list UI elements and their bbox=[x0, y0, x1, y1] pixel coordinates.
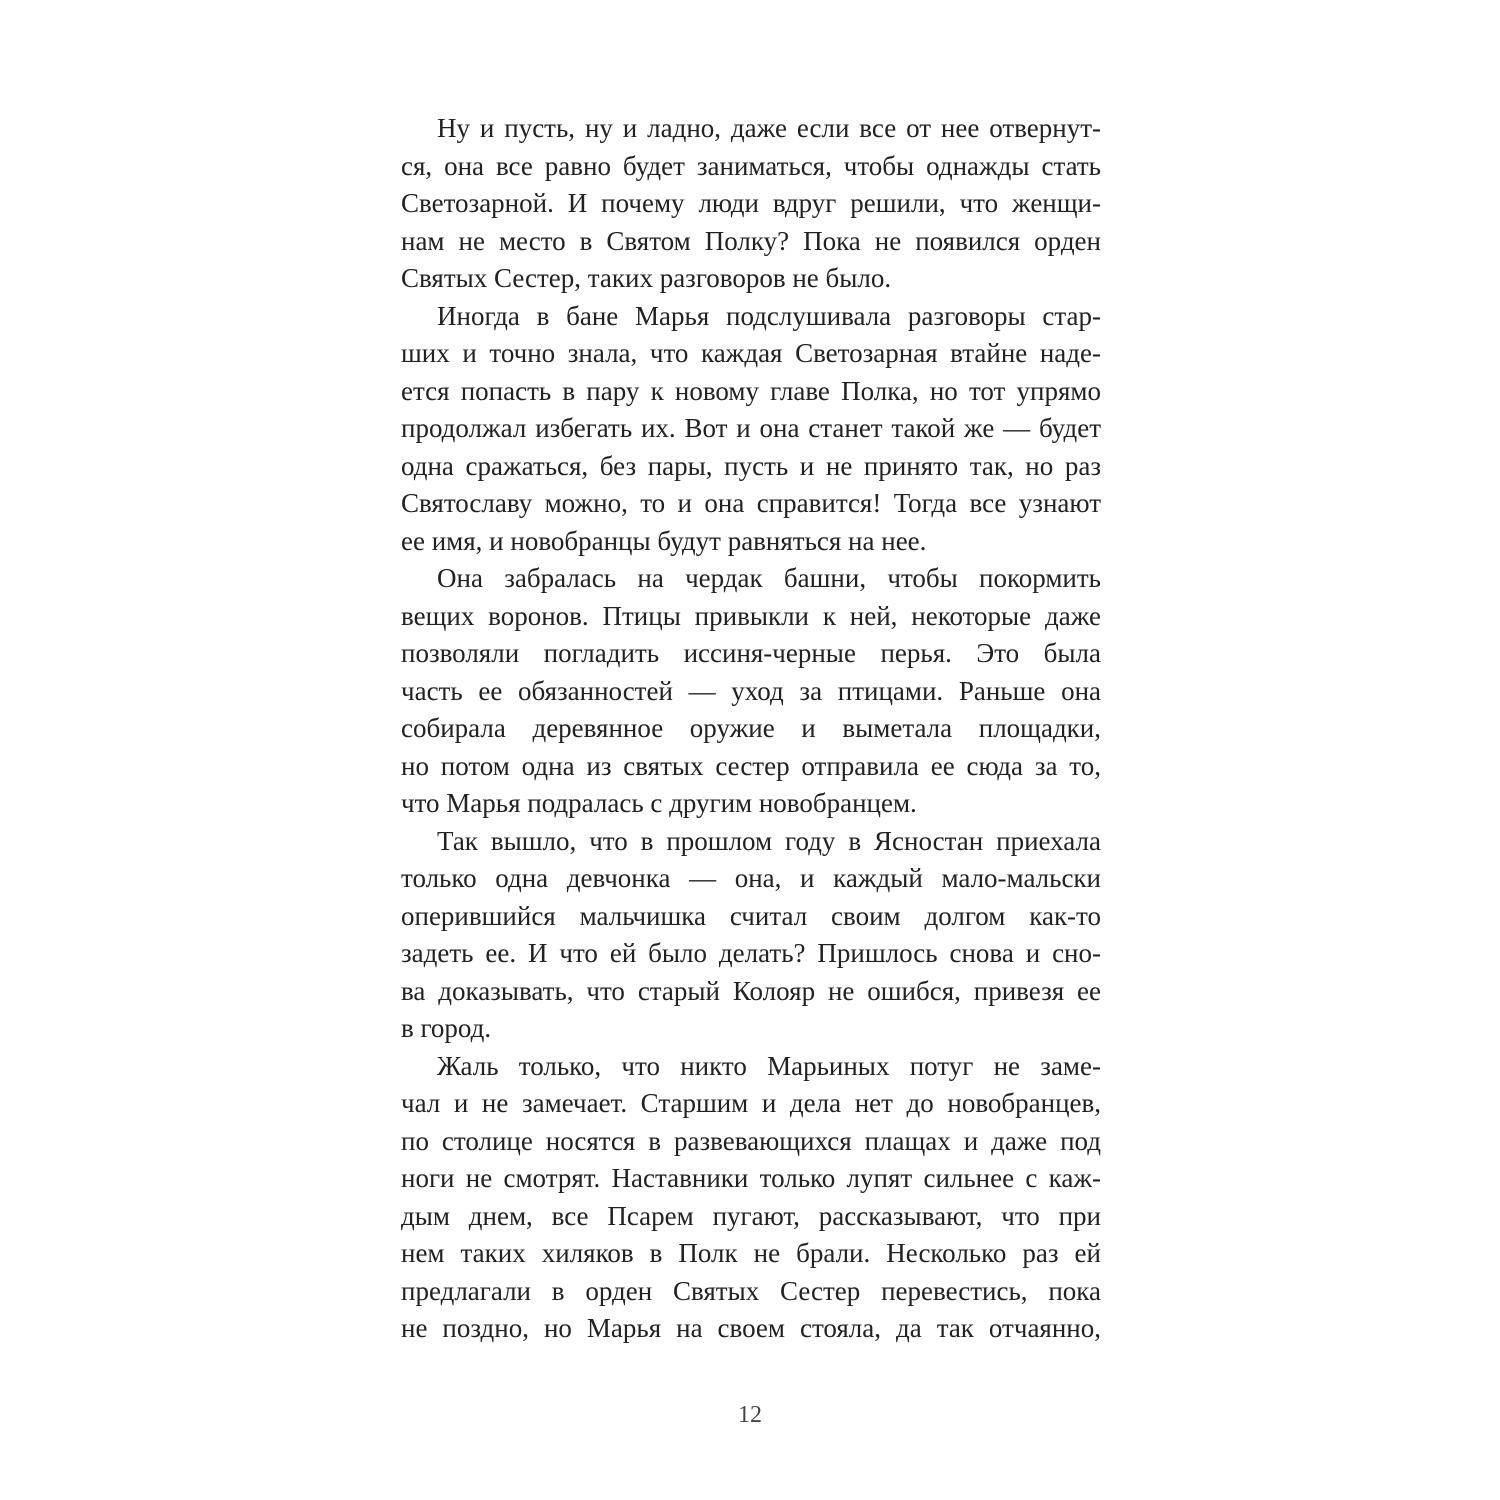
page-number: 12 bbox=[738, 1402, 762, 1428]
paragraph bbox=[401, 823, 1101, 1048]
text-line: предлагали в орден Святых Сестер перевестись, пока bbox=[401, 1275, 1101, 1306]
text-line: ших и точно знала, что каждая Светозарная втайне наде- bbox=[401, 338, 1101, 368]
text-line: чал и не замечает. Старшим и дела нет до новобранцев, bbox=[401, 1088, 1101, 1118]
paragraph bbox=[401, 1048, 1101, 1348]
text-line: оперившийся мальчишка считал своим долгом как-то bbox=[401, 900, 1101, 931]
text-line: Жаль только, что никто Марьиных потуг не заме- bbox=[437, 1050, 1101, 1081]
paragraph bbox=[401, 110, 1101, 298]
text-line: ется попасть в пару к новому главе Полка, но тот упрямо bbox=[401, 375, 1101, 406]
text-line: ноги не смотрят. Наставники только лупят сильнее с каж- bbox=[401, 1163, 1101, 1193]
text-line: Ну и пусть, ну и ладно, даже если все от нее отвернут- bbox=[437, 113, 1101, 143]
text-line: ся, она все равно будет заниматься, чтобы однажды стать bbox=[401, 150, 1101, 181]
text-line: продолжал избегать их. Вот и она станет такой же — будет bbox=[401, 413, 1101, 443]
text-line: Светозарной. И почему люди вдруг решили, что женщи- bbox=[401, 188, 1101, 218]
text-line: позволяли погладить иссиня-черные перья. Это была bbox=[401, 638, 1101, 668]
text-line: задеть ее. И что ей было делать? Пришлось снова и сно- bbox=[401, 938, 1101, 968]
text-line: Так вышло, что в прошлом году в Ясностан приехала bbox=[437, 825, 1101, 856]
paragraph bbox=[401, 560, 1101, 823]
text-line: собирала деревянное оружие и выметала площадки, bbox=[401, 713, 1101, 743]
body-text bbox=[401, 110, 1101, 1348]
text-line: но потом одна из святых сестер отправила ее сюда за то, bbox=[401, 750, 1101, 781]
text-line: по столице носятся в развевающихся плащах и даже под bbox=[401, 1125, 1101, 1156]
text-line: вещих воронов. Птицы привыкли к ней, некоторые даже bbox=[401, 600, 1101, 631]
text-line: Она забралась на чердак башни, чтобы покормить bbox=[437, 563, 1101, 593]
text-line: только одна девчонка — она, и каждый мало-мальски bbox=[401, 863, 1101, 893]
text-line: одна сражаться, без пары, пусть и не принято так, но раз bbox=[401, 450, 1101, 481]
text-line: Святых Сестер, таких разговоров не было. bbox=[401, 263, 892, 293]
text-line: часть ее обязанностей — уход за птицами. Раньше она bbox=[401, 675, 1101, 706]
text-line: Иногда в бане Марья подслушивала разговоры стар- bbox=[437, 300, 1101, 331]
text-line: нем таких хиляков в Полк не брали. Несколько раз ей bbox=[401, 1238, 1101, 1268]
text-line: что Марья подралась с другим новобранцем. bbox=[401, 788, 917, 818]
text-line: дым днем, все Псарем пугают, рассказывают, что при bbox=[401, 1200, 1101, 1231]
text-line: нам не место в Святом Полку? Пока не появился орден bbox=[401, 225, 1101, 256]
text-line: не поздно, но Марья на своем стояла, да так отчаянно, bbox=[401, 1313, 1101, 1343]
text-line: ее имя, и новобранцы будут равняться на нее. bbox=[401, 525, 927, 556]
text-line: в город. bbox=[401, 1013, 492, 1043]
text-line: Святославу можно, то и она справится! Тогда все узнают bbox=[401, 488, 1101, 518]
text-line: ва доказывать, что старый Колояр не ошибся, привезя ее bbox=[401, 975, 1101, 1006]
paragraph bbox=[401, 298, 1101, 561]
